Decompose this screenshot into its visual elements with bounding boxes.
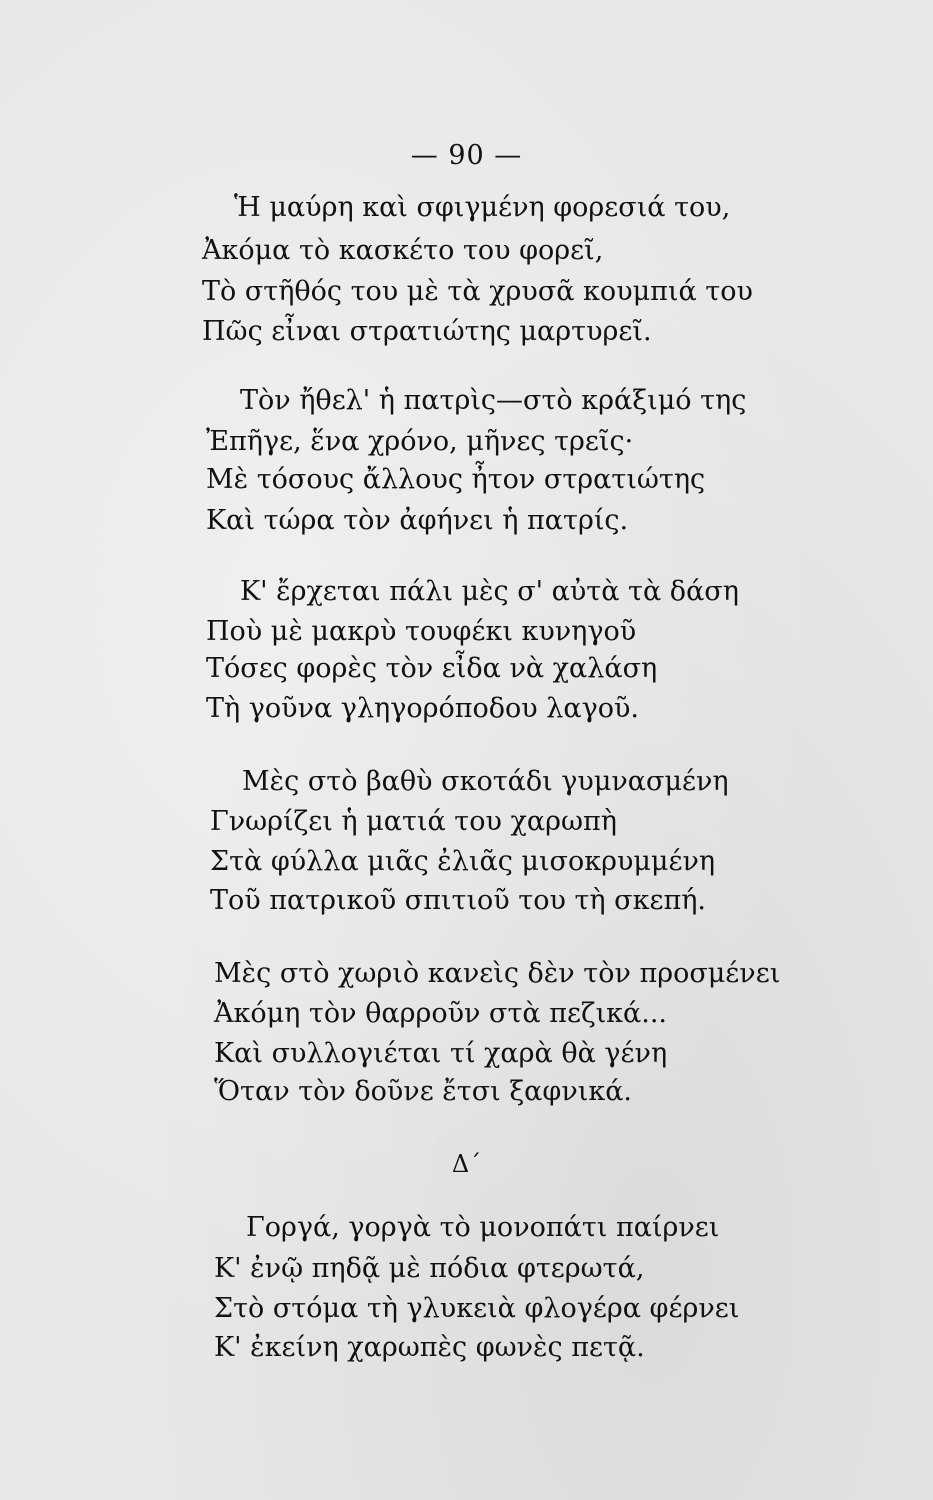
verse-line: Στὰ φύλλα μιᾶς ἐλιᾶς μισοκρυμμένη bbox=[210, 846, 716, 877]
verse-line: Ἡ μαύρη καὶ σφιγμένη φορεσιά του, bbox=[234, 192, 731, 223]
verse-line: Μὲ τόσους ἄλλους ἦτον στρατιώτης bbox=[206, 464, 706, 495]
verse-line: Ποὺ μὲ μακρὺ τουφέκι κυνηγοῦ bbox=[206, 616, 637, 647]
verse-line: Μὲς στὸ χωριὸ κανεὶς δὲν τὸν προσμένει bbox=[214, 958, 781, 989]
verse-line: Τὸ στῆθός του μὲ τὰ χρυσᾶ κουμπιά του bbox=[202, 276, 753, 307]
verse-line: Κ' ἐκείνη χαρωπὲς φωνὲς πετᾷ. bbox=[214, 1332, 645, 1363]
verse-line: Τοῦ πατρικοῦ σπιτιοῦ του τὴ σκεπή. bbox=[210, 885, 706, 916]
verse-line: Τόσες φορὲς τὸν εἶδα νὰ χαλάση bbox=[206, 653, 658, 684]
verse-line: Γνωρίζει ἡ ματιά του χαρωπὴ bbox=[210, 806, 617, 837]
verse-line: Ὅταν τὸν δοῦνε ἔτσι ξαφνικά. bbox=[214, 1076, 633, 1107]
page-number: — 90 — bbox=[410, 140, 523, 171]
verse-line: Καὶ συλλογιέται τί χαρὰ θὰ γένη bbox=[214, 1038, 668, 1069]
verse-line: Κ' ἔρχεται πάλι μὲς σ' αὐτὰ τὰ δάση bbox=[240, 576, 739, 607]
verse-line: Τὸν ἤθελ' ἡ πατρὶς—στὸ κράξιμό της bbox=[240, 385, 747, 416]
verse-line: Πῶς εἶναι στρατιώτης μαρτυρεῖ. bbox=[202, 316, 652, 347]
verse-line: Στὸ στόμα τὴ γλυκειὰ φλογέρα φέρνει bbox=[214, 1293, 740, 1324]
verse-line: Μὲς στὸ βαθὺ σκοτάδι γυμνασμένη bbox=[242, 766, 729, 797]
verse-line: Κ' ἐνῷ πηδᾷ μὲ πόδια φτερωτά, bbox=[214, 1253, 645, 1284]
verse-line: Καὶ τώρα τὸν ἀφήνει ἡ πατρίς. bbox=[206, 505, 629, 536]
verse-line: Τὴ γοῦνα γληγορόποδου λαγοῦ. bbox=[206, 693, 639, 724]
verse-line: Ἀκόμη τὸν θαρροῦν στὰ πεζικά... bbox=[214, 998, 668, 1029]
verse-line: Γοργά, γοργὰ τὸ μονοπάτι παίρνει bbox=[246, 1212, 720, 1243]
verse-line: Ἐπῆγε, ἕνα χρόνο, μῆνες τρεῖς· bbox=[206, 426, 634, 457]
verse-line: Ἀκόμα τὸ κασκέτο του φορεῖ, bbox=[202, 235, 604, 266]
section-mark: Δ΄ bbox=[451, 1150, 482, 1178]
